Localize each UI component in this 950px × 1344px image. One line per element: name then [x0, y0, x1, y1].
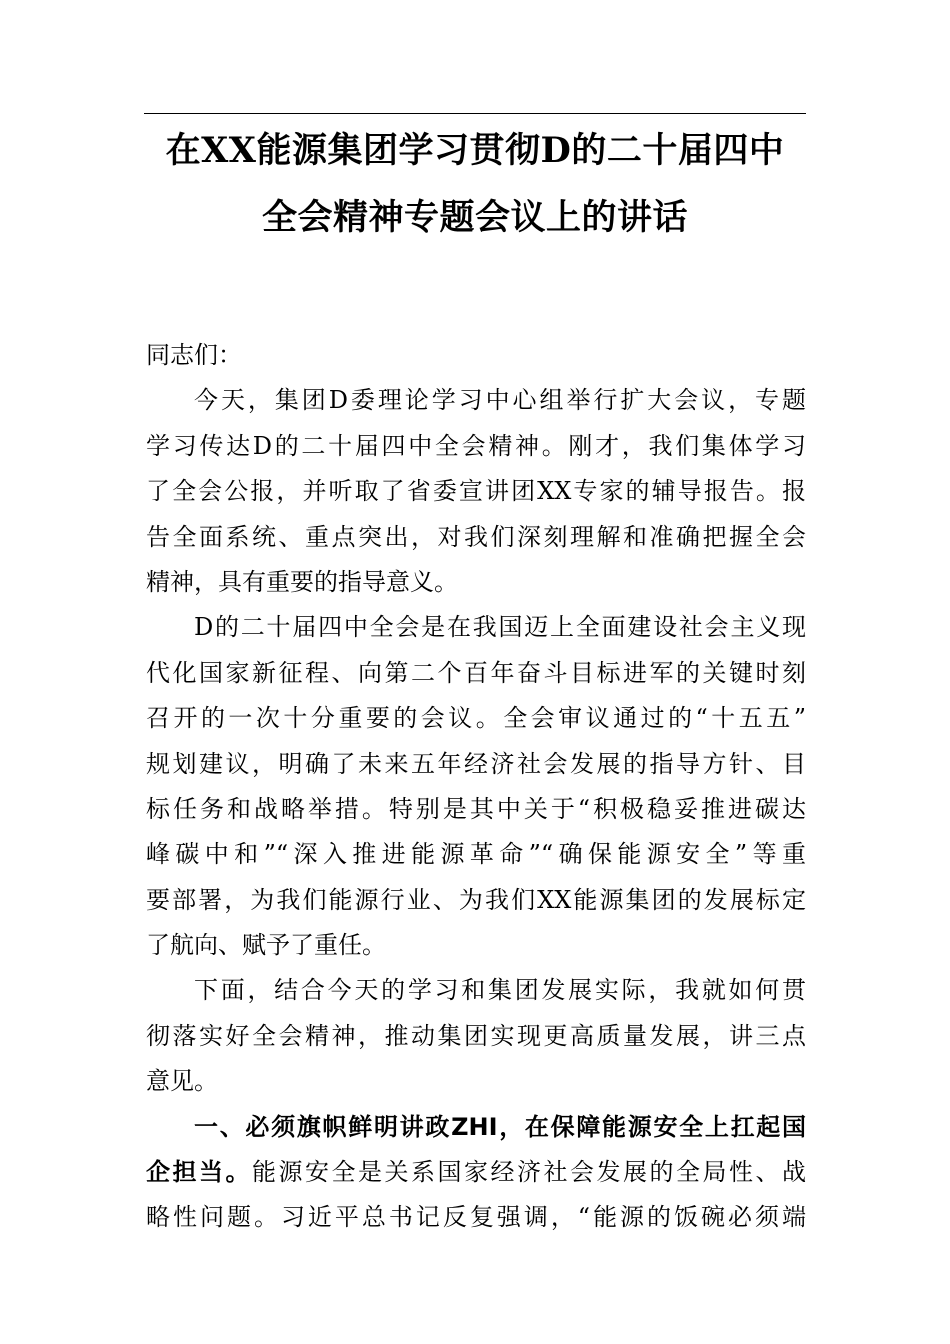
paragraph-2-line: 要部署，为我们能源行业、为我们XX能源集团的发展标定 [146, 885, 806, 914]
header-rule [144, 113, 806, 114]
paragraph-2-line: 召开的一次十分重要的会议。全会审议通过的“十五五” [146, 704, 806, 733]
section-1-line [146, 1150, 806, 1195]
paragraph-2-line: 规划建议，明确了未来五年经济社会发展的指导方针、目 [146, 749, 806, 778]
greeting: 同志们： [146, 341, 242, 369]
paragraph-2-line: 标任务和战略举措。特别是其中关于“积极稳妥推进碳达 [146, 794, 806, 823]
paragraph-1-line: 精神，具有重要的指导意义。 [146, 567, 458, 596]
body-text [146, 333, 806, 1241]
paragraph-1-line: 今天，集团D委理论学习中心组举行扩大会议，专题 [194, 386, 806, 415]
paragraph-2-line: D的二十届四中全会是在我国迈上全面建设社会主义现 [194, 613, 806, 642]
section-1-heading: 一、必须旗帜鲜明讲政ZHI，在保障能源安全上扛起国 [194, 1112, 806, 1141]
title-line-1: 在XX能源集团学习贯彻D的二十届四中 [165, 130, 785, 171]
paragraph-2-line: 代化国家新征程、向第二个百年奋斗目标进军的关键时刻 [146, 658, 806, 687]
section-1-line: 略性问题。习近平总书记反复强调，“能源的饭碗必须端 [146, 1203, 806, 1232]
paragraph-3-line: 彻落实好全会精神，推动集团实现更高质量发展，讲三点 [146, 1021, 806, 1050]
section-1-heading-end: 企担当。 [146, 1158, 252, 1187]
paragraph-1-line: 学习传达D的二十届四中全会精神。刚才，我们集体学习 [146, 431, 806, 460]
section-1-line [146, 1105, 806, 1150]
section-1-text: 能源安全是关系国家经济社会发展的全局性、战 [252, 1158, 806, 1187]
paragraph-3-line: 下面，结合今天的学习和集团发展实际，我就如何贯 [194, 976, 806, 1005]
title-line-2: 全会精神专题会议上的讲话 [261, 197, 688, 238]
paragraph-2-line: 了航向、赋予了重任。 [146, 931, 386, 960]
paragraph-1-line: 告全面系统、重点突出，对我们深刻理解和准确把握全会 [146, 522, 806, 551]
paragraph-2-line: 峰碳中和”“深入推进能源革命”“确保能源安全”等重 [146, 840, 806, 869]
paragraph-3-line: 意见。 [146, 1067, 218, 1096]
paragraph-1-line: 了全会公报，并听取了省委宣讲团XX专家的辅导报告。报 [146, 477, 806, 506]
